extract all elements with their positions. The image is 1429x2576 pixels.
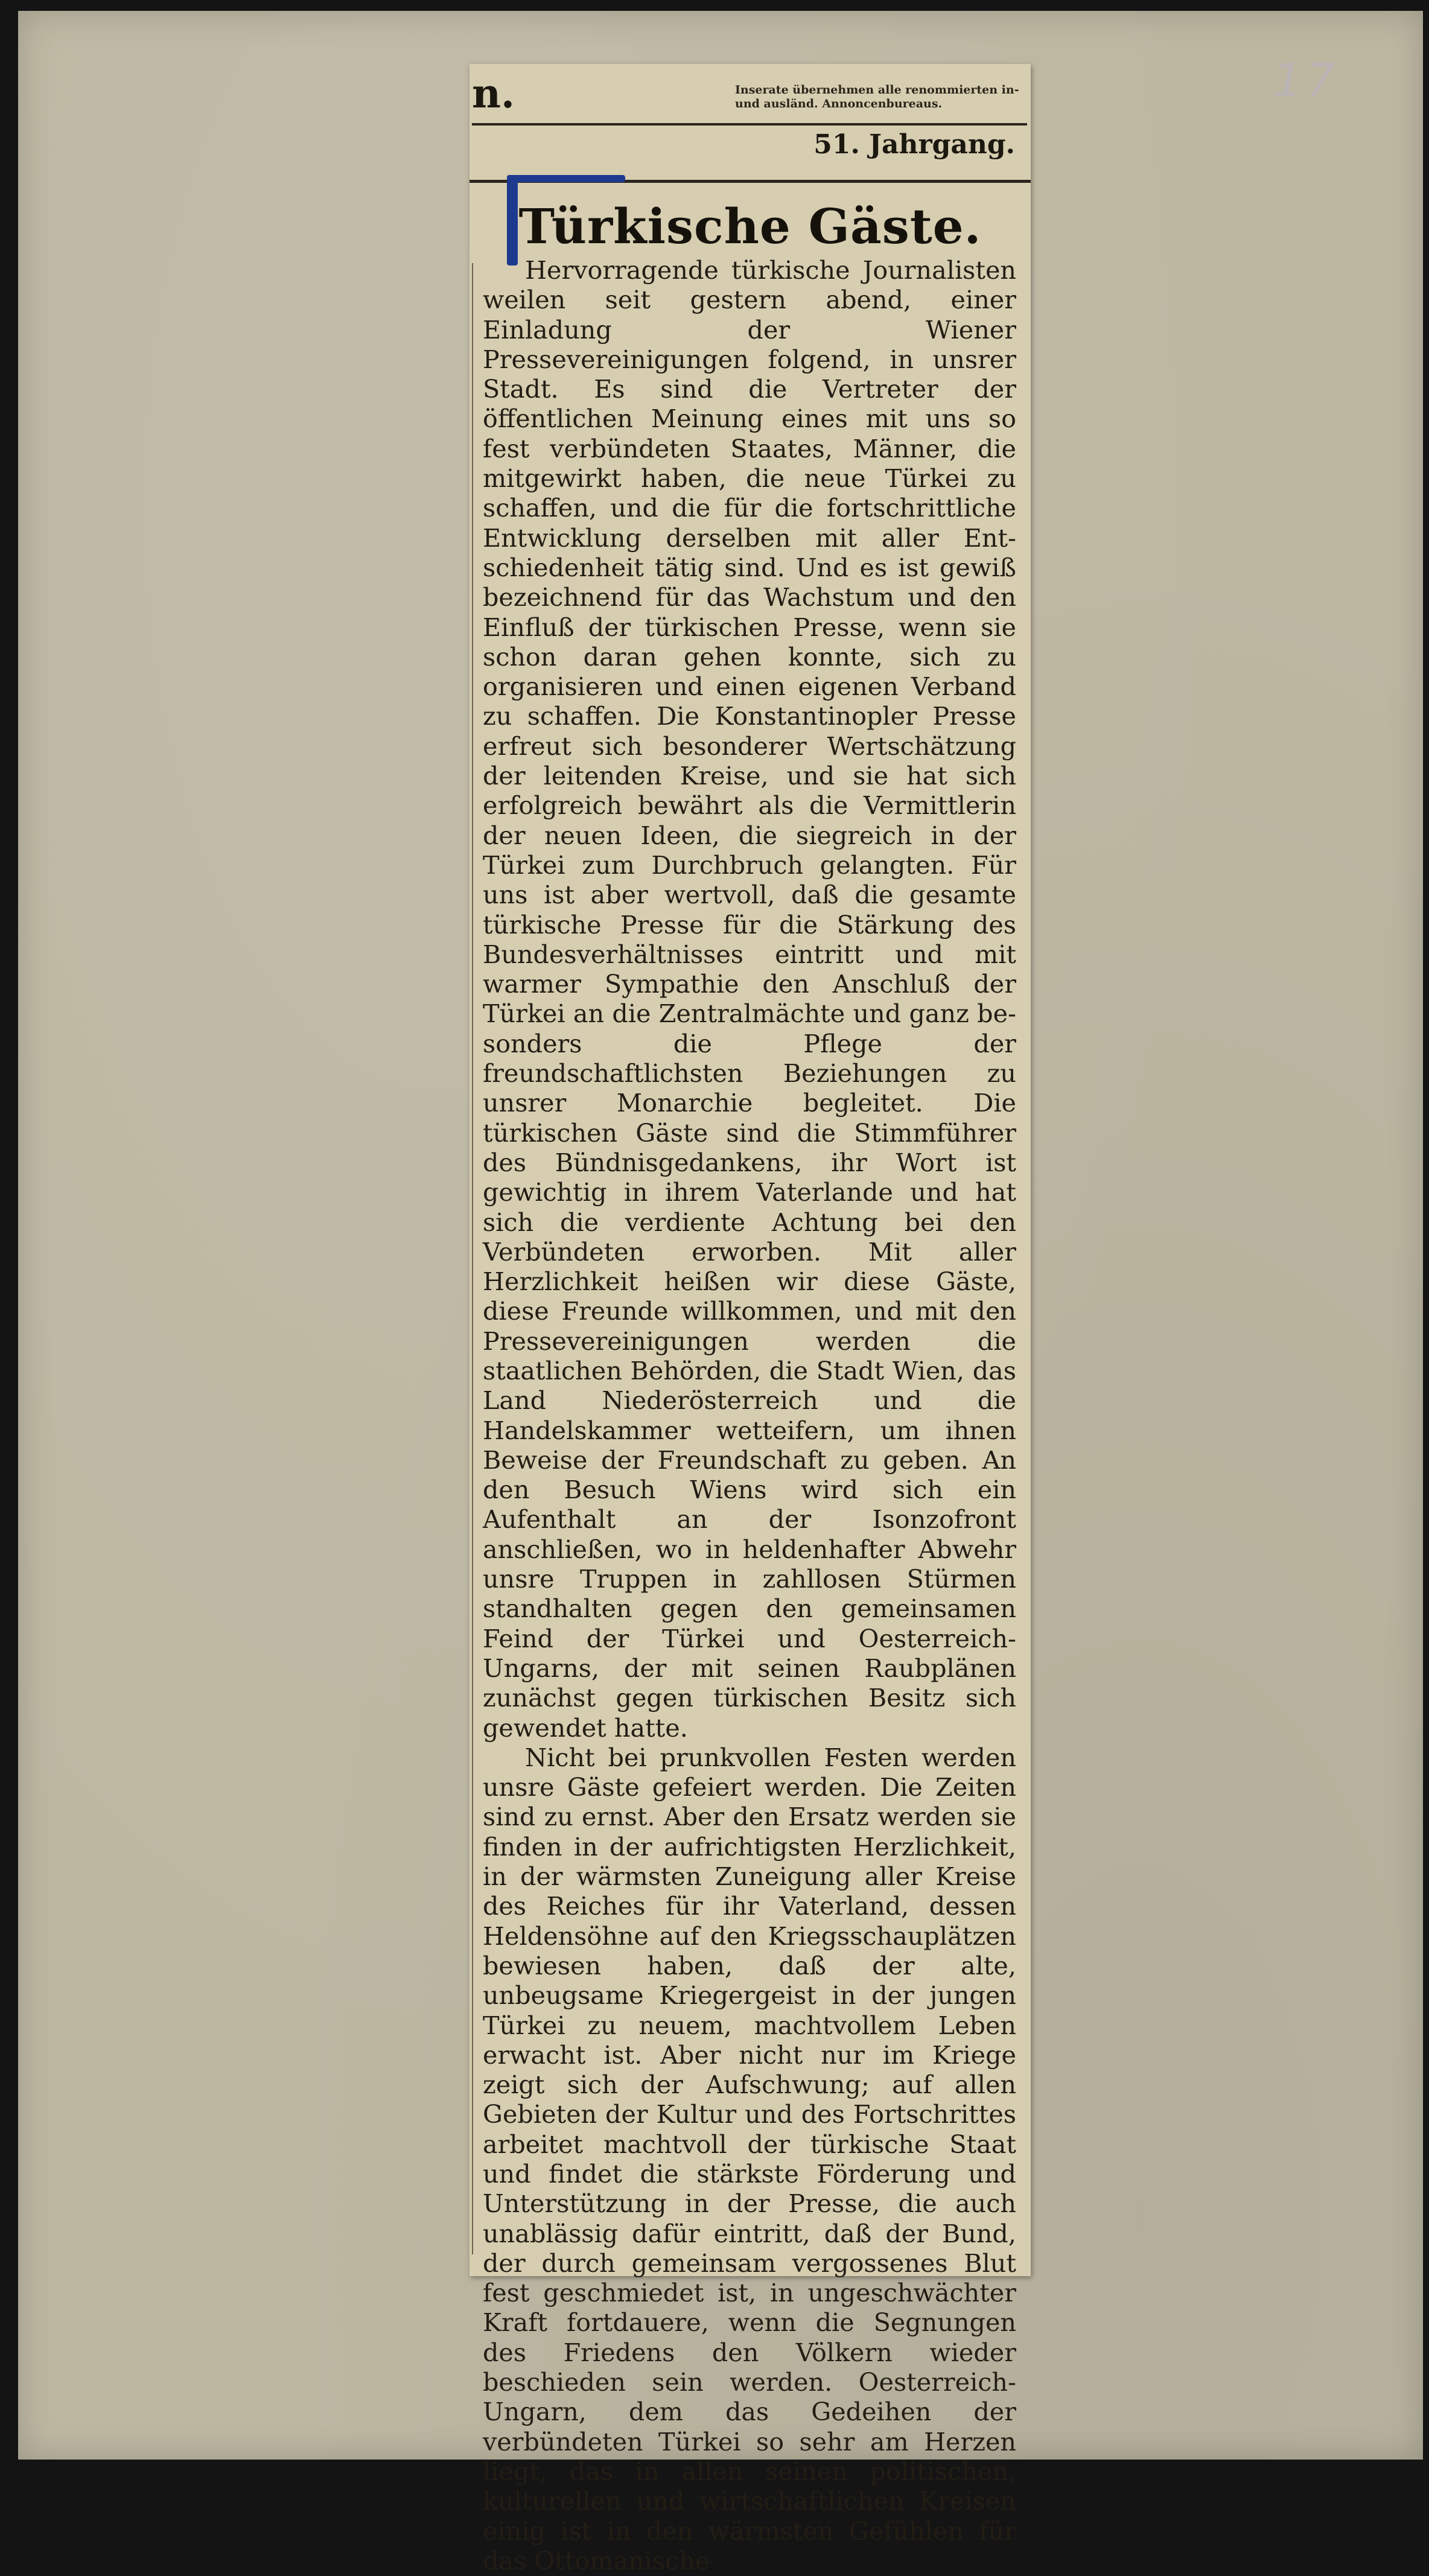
masthead-rule [472, 123, 1027, 126]
article-paragraph: Hervorragende türkische Journalisten weilen seit gestern abend, einer Einladung der Wiener Pressevereinigungen folgend, in unsrer Stadt. Es sind die Vertreter der öffentlichen Meinung eines mit uns so fest verbündeten Staates, Männer, die mitgewirkt haben, die neue Türkei zu schaffen, und die für die fortschrittliche Entwicklung derselben mit aller Entschiedenheit tätig sind. Und es ist gewiß bezeichnend für das Wachstum und den Einfluß der türkischen Presse, wenn sie schon daran gehen konnte, sich zu organisieren und einen eigenen Verband zu schaffen. Die Konstantinopler Presse erfreut sich besonderer Wertschätzung der leitenden Kreise, und sie hat sich erfolgreich bewährt als die Vermittlerin der neuen Ideen, die siegreich in der Türkei zum Durchbruch gelangten. Für uns ist aber wertvoll, daß die gesamte türkische Presse für die Stärkung des Bundesverhältnisses eintritt und mit warmer Sympathie den Anschluß der Türkei an die Zentralmächte und ganz besonders die Pflege der freundschaftlichsten Beziehungen zu unsrer Monarchie begleitet. Die türkischen Gäste sind die Stimmführer des Bündnisgedankens, ihr Wort ist gewichtig in ihrem Vaterlande und hat sich die verdiente Achtung bei den Verbündeten erworben. Mit aller Herzlichkeit heißen wir diese Gäste, diese Freunde willkommen, und mit den Pressevereinigungen werden die staatlichen Behörden, die Stadt Wien, das Land Niederösterreich und die Handelskammer wetteifern, um ihnen Beweise der Freundschaft zu geben. An den Besuch Wiens wird sich ein Aufenthalt an der Isonzofront anschließen, wo in heldenhafter Abwehr unsre Truppen in zahllosen Stürmen standhalten gegen den gemeinsamen Feind der Türkei und Oesterreich-Ungarns, der mit seinen Raubplänen zunächst gegen türkischen Besitz sich gewendet hatte. [483, 256, 1016, 1743]
archive-sheet [18, 11, 1423, 2575]
masthead [469, 64, 1031, 185]
blue-pencil-mark-top [507, 175, 625, 182]
advertising-notice: Inserate übernehmen alle renommierten in- und ausländ. Annoncenbureaus. [735, 83, 1019, 110]
volume-label: 51. Jahrgang. [813, 129, 1015, 160]
masthead-number: n. [472, 70, 515, 117]
article-body [483, 256, 1016, 2576]
article-paragraph: Nicht bei prunkvollen Festen werden unsre Gäste gefeiert werden. Die Zeiten sind zu ernst. Aber den Ersatz werden sie finden in der aufrichtigsten Herzlichkeit, in der wärmsten Zuneigung aller Kreise des Reiches für ihr Vaterland, dessen Heldensöhne auf den Kriegsschauplätzen bewiesen haben, daß der alte, unbeugsame Kriegergeist in der jungen Türkei zu neuem, machtvollem Leben erwacht ist. Aber nicht nur im Kriege zeigt sich der Aufschwung; auf allen Gebieten der Kultur und des Fortschrittes arbeitet machtvoll der türkische Staat und findet die stärkste Förderung und Unterstützung in der Presse, die auch unablässig dafür eintritt, daß der Bund, der durch gemeinsam vergossenes Blut fest geschmiedet ist, in ungeschwächter Kraft fortdauere, wenn die Segnungen des Friedens den Völkern wieder beschieden sein werden. Oesterreich-Ungarn, dem das Gedeihen der verbündeten Türkei so sehr am Herzen liegt, das in allen seinen politischen, kulturellen und wirtschaftlichen Kreisen einig ist in den wärmsten Gefühlen für das Ottomanische [483, 1743, 1016, 2575]
handwritten-page-number: 17 [1273, 53, 1339, 107]
article-headline: Türkische Gäste. [518, 198, 982, 255]
newspaper-clipping [469, 64, 1031, 2575]
column-rule [472, 263, 473, 2254]
